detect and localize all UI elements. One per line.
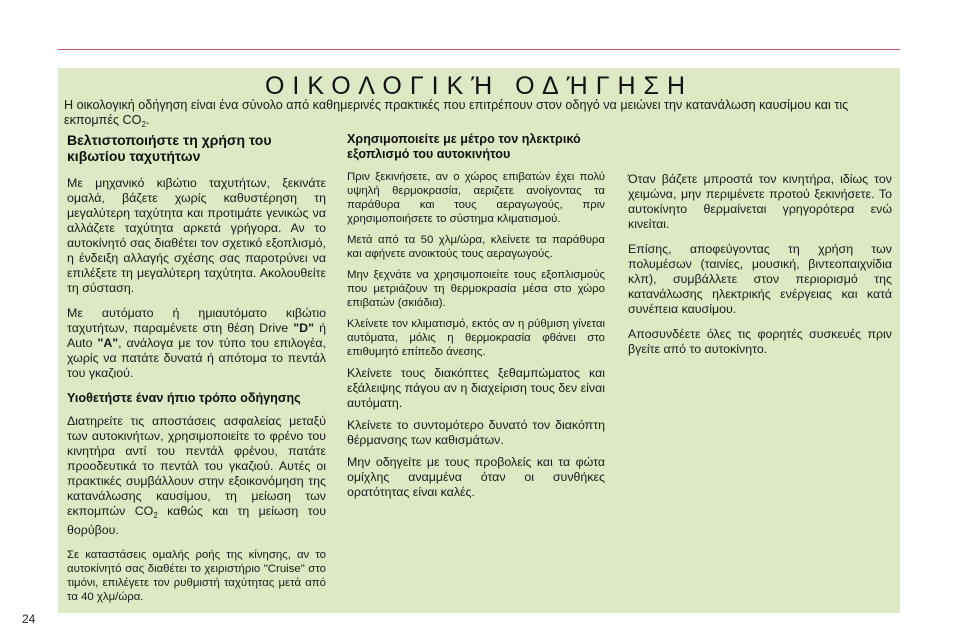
subscript: 2 (153, 511, 158, 520)
auto-label: "A" (97, 336, 119, 350)
content-panel (58, 68, 900, 613)
paragraph-gentle-driving (67, 414, 326, 538)
paragraph-engine-start: Όταν βάζετε μπροστά τον κινητήρα, ιδίως τον χειμώνα, μην περιμένετε προτού ξεκινήσετε. Το αυτοκίνητο θερμαίνεται γρηγορότερα ενώ κινείται. (628, 172, 892, 231)
heading-gearbox: Βελτιστοποιήστε τη χρήση του κιβωτίου ταχυτήτων (67, 132, 272, 164)
intro-subscript: 2 (141, 120, 146, 129)
top-rule (58, 49, 900, 50)
heading-gentle-driving: Υιοθετήστε έναν ήπιο τρόπο οδήγησης (67, 391, 301, 405)
paragraph-cruise: Σε καταστάσεις ομαλής ροής της κίνησης, αν το αυτοκίνητό σας διαθέτει το χειριστήριο "Cruise" στο τιμόνι, επιλέγετε τον ρυθμιστή ταχύτητας μετά από τα 40 χλμ/ώρα. (67, 549, 326, 603)
paragraph-portable-devices: Αποσυνδέετε όλες τις φορητές συσκευές πριν βγείτε από το αυτοκίνητο. (628, 327, 892, 356)
drive-label: "D" (293, 321, 314, 335)
paragraph-ventilation: Πριν ξεκινήσετε, αν ο χώρος επιβατών έχει πολύ υψηλή θερμοκρασία, αεριζετε ανοίγοντας τα παράθυρα και τους αεραγωγούς, πριν χρησιμοποιήσετε το σύστημα κλιματισμού. (347, 171, 605, 225)
paragraph-sun-blinds: Μην ξεχνάτε να χρησιμοποιείτε τους εξοπλισμούς που μετριάζουν τη θερμοκρασία μέσα στο χώρο επιβατών (σκιάδια). (347, 269, 605, 309)
column-3 (628, 172, 892, 367)
text: Με αυτόματο ή ημιαυτόματο κιβώτιο ταχυτήτων, παραμένετε στη θέση Drive (67, 306, 326, 335)
page-title: ΟΙΚΟΛΟΓΙΚΉ ΟΔΉΓΗΣΗ (264, 72, 694, 100)
paragraph-windows: Μετά από τα 50 χλμ/ώρα, κλείνετε τα παράθυρα και αφήνετε ανοικτούς τους αεραγωγούς. (347, 234, 605, 260)
paragraph-manual-gearbox: Με μηχανικό κιβώτιο ταχυτήτων, ξεκινάτε ομαλά, βάζετε χωρίς καθυστέρηση τη μεγαλύτερη ταχύτητα και προτιμάτε γενικώς να αλλάζετε ταχύτητα αρκετά γρήγορα. Αν το αυτοκίνητό σας διαθέτει τον σχετικό εξοπλισμό, η ένδειξη αλλαγής σχέσης σας παροτρύνει να επιλέξετε τη μεγαλύτερη ταχύτητα. Ακολουθείτε τη σύσταση. (67, 176, 326, 295)
intro-text-end: . (145, 113, 150, 127)
intro-paragraph (64, 98, 894, 132)
paragraph-seat-heating: Κλείνετε το συντομότερο δυνατό τον διακόπτη θέρμανσης των καθισμάτων. (347, 418, 605, 447)
column-2 (347, 132, 605, 507)
paragraph-demisting: Κλείνετε τους διακόπτες ξεθαμπώματος και εξάλειψης πάγου αν η διαχείριση τους δεν είναι αυτόματη. (347, 366, 605, 410)
paragraph-multimedia: Επίσης, αποφεύγοντας τη χρήση των πολυμέσων (ταινίες, μουσική, βιντεοπαιχνίδια κλπ), συμβάλλετε στον περιορισμό της κατανάλωσης ηλεκτρικής ενέργειας και κατά συνέπεια καυσίμου. (628, 242, 892, 316)
text: Διατηρείτε τις αποστάσεις ασφαλείας μεταξύ των αυτοκινήτων, χρησιμοποιείτε το φρένο του κινητήρα αντί του πεντάλ φρένου, πατάτε προοδευτικά το πεντάλ του γκαζιού. Αυτές οι πρακτικές συμβάλλουν στην εξοικονόμηση της κατανάλωσης καυσίμου, τη μείωση των εκπομπών CO (67, 414, 326, 518)
heading-electrical-equipment: Χρησιμοποιείτε με μέτρο τον ηλεκτρικό εξοπλισμό του αυτοκινήτου (347, 132, 581, 161)
paragraph-fog-lamps: Μην οδηγείτε με τους προβολείς και τα φώτα ομίχλης αναμμένα όταν οι συνθήκες ορατότητας είναι καλές. (347, 455, 605, 499)
paragraph-air-conditioning: Κλείνετε τον κλιματισμό, εκτός αν η ρύθμιση γίνεται αυτόματα, μόλις η θερμοκρασία φθάνει στο επιθυμητό επίπεδο άνεσης. (347, 318, 605, 358)
text: , ανάλογα με τον τύπο του επιλογέα, χωρίς να πατάτε δυνατά ή απότομα το πεντάλ του γκαζιού. (67, 336, 326, 380)
text: καθώς και τη μείωση του θορύβου. (67, 504, 327, 537)
paragraph-automatic-gearbox (67, 306, 326, 381)
text: ή Auto (67, 321, 326, 350)
intro-text: Η οικολογική οδήγηση είναι ένα σύνολο από καθημερινές πρακτικές που επιτρέπουν στον οδηγό να μειώνει την κατανάλωση καυσίμου και τις εκπομπές CO (64, 98, 849, 127)
column-1 (67, 132, 326, 614)
page-number: 24 (22, 612, 36, 626)
